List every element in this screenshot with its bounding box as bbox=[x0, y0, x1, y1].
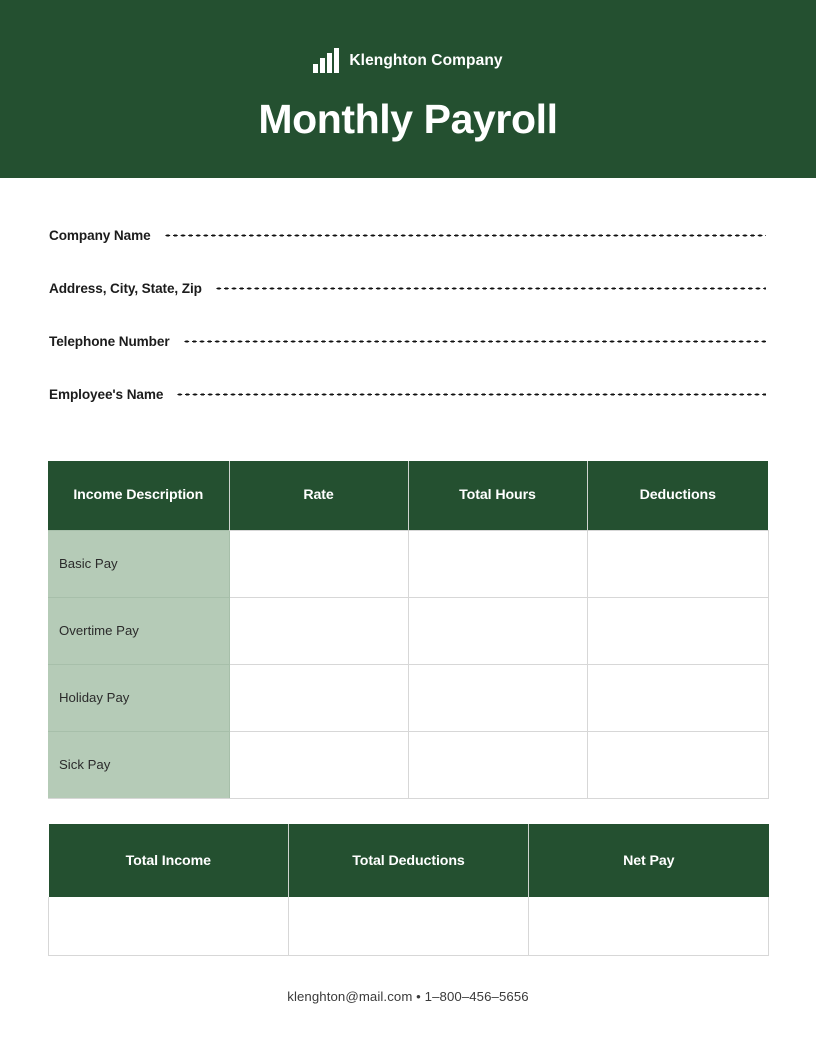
row-label-sick-pay: Sick Pay bbox=[48, 731, 229, 798]
company-name-input[interactable] bbox=[164, 234, 766, 237]
brand-lockup bbox=[0, 48, 816, 73]
cell-overtime-pay-total-hours[interactable] bbox=[408, 597, 587, 664]
column-header-total-income: Total Income bbox=[49, 824, 289, 897]
column-header-rate: Rate bbox=[229, 461, 408, 530]
cell-sick-pay-rate[interactable] bbox=[229, 731, 408, 798]
field-row-employee-name bbox=[49, 387, 766, 440]
form-fields bbox=[49, 228, 766, 440]
column-header-net-pay: Net Pay bbox=[529, 824, 769, 897]
cell-basic-pay-deductions[interactable] bbox=[587, 530, 768, 597]
field-row-telephone bbox=[49, 334, 766, 387]
field-row-address bbox=[49, 281, 766, 334]
address-input[interactable] bbox=[215, 287, 766, 290]
employee-name-input[interactable] bbox=[176, 393, 766, 396]
cell-net-pay[interactable] bbox=[529, 897, 769, 955]
table-row bbox=[48, 664, 768, 731]
field-label-company-name: Company Name bbox=[49, 228, 151, 243]
field-label-address: Address, City, State, Zip bbox=[49, 281, 202, 296]
bar-chart-icon bbox=[313, 48, 340, 73]
row-label-holiday-pay: Holiday Pay bbox=[48, 664, 229, 731]
cell-holiday-pay-deductions[interactable] bbox=[587, 664, 768, 731]
cell-holiday-pay-rate[interactable] bbox=[229, 664, 408, 731]
cell-overtime-pay-rate[interactable] bbox=[229, 597, 408, 664]
cell-holiday-pay-total-hours[interactable] bbox=[408, 664, 587, 731]
cell-basic-pay-rate[interactable] bbox=[229, 530, 408, 597]
page-title: Monthly Payroll bbox=[258, 96, 558, 142]
row-label-basic-pay: Basic Pay bbox=[48, 530, 229, 597]
cell-sick-pay-deductions[interactable] bbox=[587, 731, 768, 798]
field-label-employee-name: Employee's Name bbox=[49, 387, 164, 402]
cell-sick-pay-total-hours[interactable] bbox=[408, 731, 587, 798]
column-header-total-hours: Total Hours bbox=[408, 461, 587, 530]
column-header-total-deductions: Total Deductions bbox=[289, 824, 529, 897]
header-band bbox=[0, 0, 816, 178]
field-label-telephone: Telephone Number bbox=[49, 334, 170, 349]
table-row bbox=[48, 530, 768, 597]
income-table bbox=[48, 461, 769, 799]
totals-table bbox=[48, 824, 769, 956]
cell-basic-pay-total-hours[interactable] bbox=[408, 530, 587, 597]
cell-overtime-pay-deductions[interactable] bbox=[587, 597, 768, 664]
cell-total-deductions[interactable] bbox=[289, 897, 529, 955]
cell-total-income[interactable] bbox=[49, 897, 289, 955]
brand-name: Klenghton Company bbox=[349, 51, 503, 69]
column-header-income-description: Income Description bbox=[48, 461, 229, 530]
income-table-header-row bbox=[48, 461, 768, 530]
table-row bbox=[49, 897, 769, 955]
telephone-input[interactable] bbox=[183, 340, 766, 343]
table-row bbox=[48, 731, 768, 798]
table-row bbox=[48, 597, 768, 664]
footer-contact: klenghton@mail.com • 1–800–456–5656 bbox=[287, 989, 529, 1004]
row-label-overtime-pay: Overtime Pay bbox=[48, 597, 229, 664]
column-header-deductions: Deductions bbox=[587, 461, 768, 530]
field-row-company-name bbox=[49, 228, 766, 281]
totals-table-header-row bbox=[49, 824, 769, 897]
